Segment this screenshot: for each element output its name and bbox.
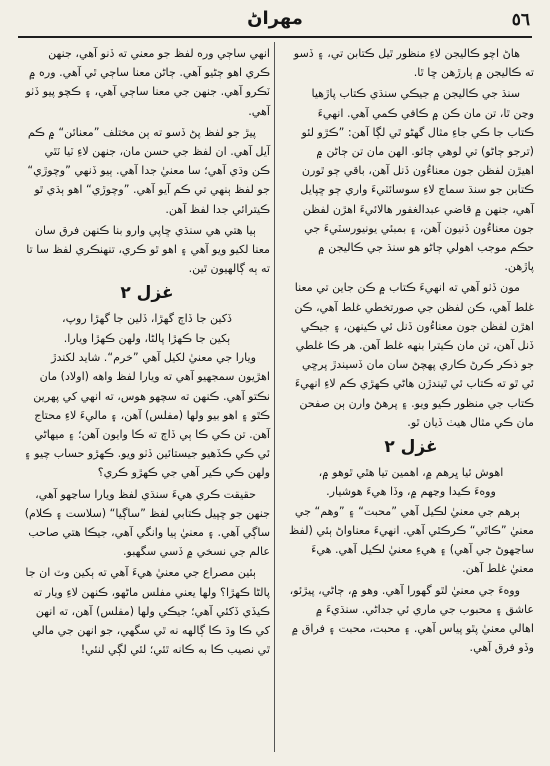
paragraph: حقيقت ڪري هيءَ سنڌي لفظ ويارا ساڃهو آهي، جنهن جو ڇپيل ڪتابي لفظ ”ساڳيا“ (سلاست ۽ ڪلام) ساڳي آهي. ۽ معنيٰ ٻيا وانگي آهي، جيڪا هتي صاحب عالم جي نسخي ۾ ڏسي سگهبو. bbox=[24, 487, 270, 559]
verse-line: ووهءَ ڪيدا وڃهم ۾، وڏا هيءَ هوشيار. bbox=[326, 485, 496, 499]
page-header bbox=[18, 6, 532, 36]
paragraph: ٻرهم جي معنيٰ لڪيل آهي ”محبت“ ۽ ”وهم“ جي معنيٰ ”ڪاٿي“ ڪرڪٿي آهي. انهيءَ معناواڻ ٻئي (لفظ ساڃهوڻ جي آهي) ۽ هيءِ معنيٰ لڪيل آهي. هيءَ معنيٰ غلط آهن. bbox=[289, 504, 534, 576]
verse-line: ٻکين جا ڪهڙا پالڻا، ولهن ڪهڙا ويارا. bbox=[63, 331, 231, 345]
column-divider bbox=[274, 42, 275, 752]
right-column bbox=[288, 44, 534, 660]
header-rule bbox=[18, 36, 532, 38]
paragraph: ويارا جي معنيٰ لکيل آهي ”خرم“. شايد لکندڙ اهڙيون سمجهيو آهي ته ويارا لفظ واهه (اولاد) مان نڪتو آهي. ڪنهن ته سچهو هوس، ته انهي کي پهرين ڪٿو ۽ اهو بيو ولها (مفلس) آهن، ۽ ماليءَ لاءِ محتاج آهن. تن ڪي ڪا ٻي ڏاڄ ته ڪا وايون آهن؛ ۽ ميهاڻي ئي ڪي ڪڏهيو جيستائين ڏٺو ويو. ڪهڙو حساب چيو ۽ ولهن ڪي ڪير آهي جي ڪهڙو ڪري؟ bbox=[24, 351, 270, 480]
paragraph: سنڌ جي ڪاليجن ۾ جيڪي سنڌي ڪتاب پاڙهيا وڃن ٿا، تن مان ڪن ۾ ڪافي ڪمي آهي. انهيءَ ڪتاب جا ڪي جاءِ مثال گهڻو ٿي لڳا آهن: ”ڪڙو لئو (ترجو ڄاڻو) تي لوهي ڄائو. الهن مان تن ڄاڻن ۾ اهيڙن لفظن جون معناءُون ڏنل آهن، باقي ڄو ٿورن ڪتابن جو سنڌ سماڄ لاءِ سوسائٽيءَ واري ڄو ڇپايل آهي، جنهن ۾ قاضي عبدالغفور هالائيءَ اهڙن لفظن جون معناءُون ڏنيون آهن، ۽ بمبئي يونيورسٽيءَ جي حڪم موجب اهولي ڄاڻو هو سنڌ جي ڪاليجن ۾ پاڙهن. bbox=[300, 87, 534, 274]
paragraph: مون ڏٺو آهي ته انهيءَ ڪتاب ۾ ڪن جاين تي معنا غلط آهي، ڪن لفظن جي صورتخطي غلط آهي، ڪن اهڙن لفظن جون معناءُون ڏنل ئي ڪينهن، ۽ جيڪي ڏنل آهن، تن مان ڪيترا بنهه غلط آهن. هر ڪا غلطي جو ذڪر ڪرڻ ڪاري پهچڻ سان مان ڏسيندڙ پرڇي ئي ٿو ته ڪتاب ئي ٿيندڙن هاڻي ڪهڙي ڪم لاءِ انهيءَ ڪتاب جي منظور ڪيو ويو. ۽ پرهڻ وارن ٻن صفحن مان ڪي مثال هيٺ ڏيان ٿو. bbox=[294, 281, 534, 429]
section-heading: غزل ٢ bbox=[384, 437, 438, 458]
paragraph: ووهءَ جي معنيٰ لٿو گهورا آهي. وهو ۾، ڄاڻي، پيڙئو، عاشق ۽ محبوب جي ماري ئي جداڻي. سنڌيءَ ۾ اهالي معنيٰ پٿو پياس آهي. ۽ محبت، محبت ۽ فراق ۾ وڏو فرق آهي. bbox=[289, 583, 534, 655]
paragraph: ٻئين مصراع جي معنيٰ هيءَ آهي ته ٻکين وٽ ان جا پالڻا ڪهڙا؟ ولها يعني مفلس ماڻهو، ڪنهن لاءِ ويار ته ڪيڏي ڏکئي آهي؛ جيڪي ولها (مفلس) آهن، ته انهن کي ڪا وڌ ڪا ڳالهه نه ٿي سگهي، جو انهن جي مالي ٿي نصيب ڪا به ڪانه ٿئي؛ لئي لڳي لنئي! bbox=[25, 566, 270, 657]
paragraph: ٻيا هتي هي سنڌي ڇاپي وارو بنا ڪنهن فرق سان معنا لکيو ويو آهي ۽ اهو ٿو ڪري، تنهنڪري لفظ سا تا ته ٻه ڳالهيون ٿين. bbox=[26, 223, 270, 276]
page-number: ٥٦ bbox=[511, 10, 530, 30]
journal-title: مهراڻ bbox=[247, 8, 303, 29]
paragraph: هاڻ اچو ڪاليجن لاءِ منظور ٿيل ڪتابن تي، ۽ ڏسو ته ڪاليجن ۾ ٻارڙهن ڇا ٿا. bbox=[293, 47, 534, 80]
verse-line: ڏکين جا ڏاڄ گهڙا، ڏلين جا گهڙا روپ، bbox=[62, 312, 232, 326]
verse-line: اهوش ئيا ڀرهم ۾، اهمين تيا هٿي ٿوهو ۾، bbox=[318, 466, 504, 480]
paragraph: پيڙ جو لفظ پڻ ڏسو ته ٻن مختلف ”معنائن“ ۾ ڪم آيل آهي. ان لفظ جي حسن مان، جنهن لاءِ ٽيا ٽٿي ڪن وڌي آهي؛ سا معنيٰ جدا آهي. ٻيو ڏنهي ”وچوڙي“ جو لفظ ٻنهي تي ڪم آيو آهي. ”وچوڙي“ اهو ٻڌي ٿو ڪيترائي جدا لفظ آهن. bbox=[27, 125, 270, 216]
left-column bbox=[24, 44, 270, 662]
paragraph: انهي ساڄي وره لفظ جو معني ته ڏنو آهي، جنهن ڪري اهو ڄڻيو آهي. ڄاڻن معنا ساڄي ٿي آهي. وره ۾ ٽڪرو آهي. جنهن جي معنا ساڄي آهي، ۽ ڪچو پيو ڏٺو آهي. bbox=[25, 47, 270, 118]
section-heading: غزل ٢ bbox=[120, 283, 174, 304]
